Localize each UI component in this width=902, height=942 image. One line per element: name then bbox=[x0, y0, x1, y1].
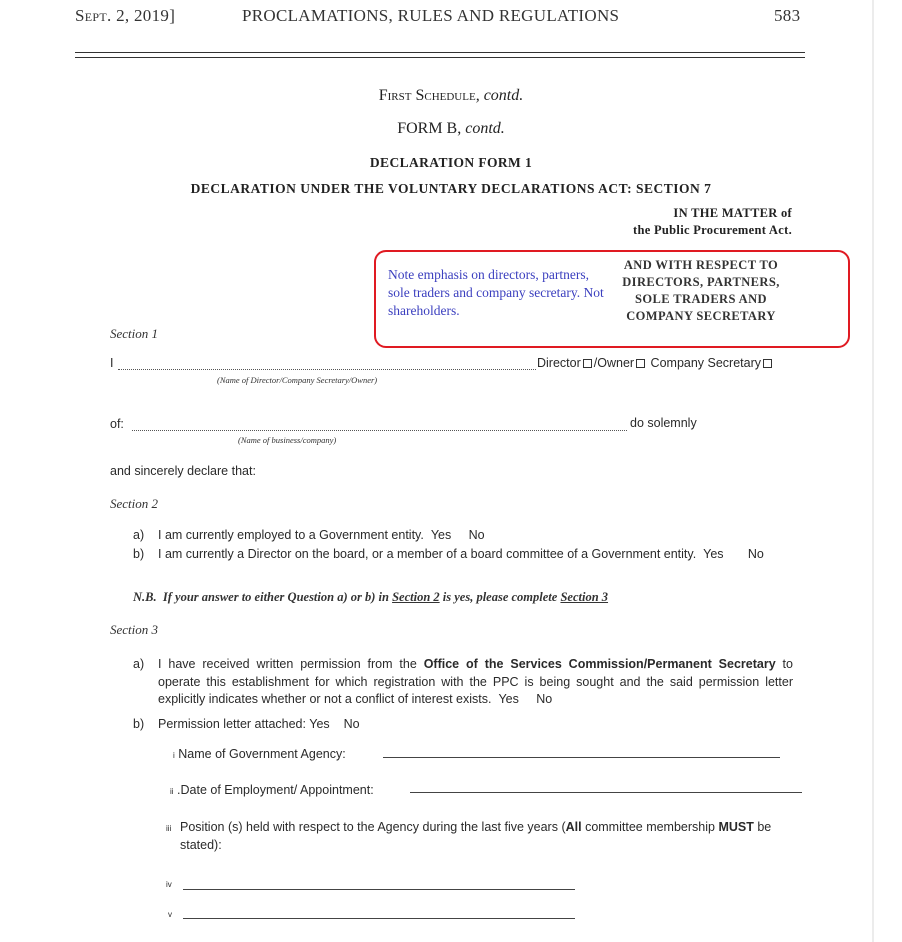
section-2-label: Section 2 bbox=[110, 496, 159, 511]
section-2-item-a-text: I am currently employed to a Government entity. bbox=[158, 528, 424, 542]
position-line-iv[interactable] bbox=[183, 889, 575, 890]
section-3-a-paragraph bbox=[158, 656, 793, 709]
section-1-label: Section 1 bbox=[110, 326, 159, 341]
section-3-label: Section 3 bbox=[110, 622, 159, 637]
section-3-b-yes[interactable]: Yes bbox=[309, 717, 330, 731]
nb-prefix: N.B. bbox=[133, 590, 157, 604]
header-title: PROCLAMATIONS, RULES AND REGULATIONS bbox=[242, 6, 620, 25]
name-dotted-field[interactable] bbox=[118, 369, 536, 370]
schedule-heading bbox=[0, 87, 902, 105]
respect-line-4: COMPANY SECRETARY bbox=[626, 309, 776, 323]
form-contd: contd. bbox=[461, 120, 505, 137]
section-2-item-b-text: I am currently a Director on the board, or a member of a board committee of a Government entity. bbox=[158, 547, 697, 561]
blank-iv-marker: iv bbox=[166, 880, 172, 889]
respect-block bbox=[606, 257, 796, 325]
sub-iii-text-2: committee membership bbox=[581, 820, 719, 834]
section-3-a-text-2: to operate this establishment for which registration with the PPC is being sought and the said permission letter explicitly indicates whether or not a conflict of interest exists. bbox=[158, 657, 793, 706]
section-1-i: I bbox=[110, 356, 114, 370]
header-page-number: 583 bbox=[774, 6, 801, 25]
business-dotted-field[interactable] bbox=[132, 430, 627, 431]
sub-ii-marker: ii bbox=[170, 787, 174, 796]
business-caption: (Name of business/company) bbox=[238, 435, 337, 445]
sub-iii-marker-text: iii bbox=[166, 824, 172, 833]
header-rule-top bbox=[75, 52, 805, 53]
sub-iii-bold-1: All bbox=[565, 820, 582, 834]
owner-checkbox[interactable] bbox=[636, 359, 645, 368]
role-options bbox=[537, 356, 774, 370]
section-3-b bbox=[158, 717, 360, 731]
header-rule-bottom bbox=[75, 57, 805, 58]
nb-link-section-3[interactable]: Section 3 bbox=[560, 590, 609, 604]
blank-v-marker: v bbox=[168, 910, 172, 919]
section-2-item-b bbox=[158, 547, 764, 561]
sub-i-text: Name of Government Agency: bbox=[178, 747, 346, 761]
section-2-item-b-no[interactable]: No bbox=[747, 547, 764, 561]
annotation-note: Note emphasis on directors, partners, sole traders and company secretary. Not shareholders. bbox=[388, 267, 604, 318]
name-caption: (Name of Director/Company Secretary/Owner) bbox=[217, 375, 378, 385]
position-line-v[interactable] bbox=[183, 918, 575, 919]
respect-line-1: AND WITH RESPECT TO bbox=[623, 258, 779, 272]
nb-note bbox=[133, 590, 608, 605]
matter-line-1: IN THE MATTER of bbox=[673, 206, 792, 220]
sub-iii-text-1: Position (s) held with respect to the Agency during the last five years ( bbox=[180, 820, 566, 834]
section-1-of: of: bbox=[110, 417, 124, 431]
sub-iii-marker bbox=[166, 820, 171, 834]
section-3-a-bold: Office of the Services Commission/Permanent Secretary bbox=[423, 657, 776, 671]
agency-name-line[interactable] bbox=[383, 757, 780, 758]
matter-line-2: the Public Procurement Act. bbox=[633, 223, 792, 237]
header-date: Sept. 2, 2019] bbox=[75, 6, 176, 25]
role-owner: /Owner bbox=[593, 356, 635, 370]
company-secretary-checkbox[interactable] bbox=[763, 359, 772, 368]
section-3-a-no[interactable]: No bbox=[536, 692, 553, 706]
form-title: FORM B, bbox=[397, 120, 462, 137]
section-3-b-text: Permission letter attached: bbox=[158, 717, 306, 731]
sub-i-marker: i bbox=[173, 751, 175, 760]
section-2-item-a-no[interactable]: No bbox=[468, 528, 485, 542]
form-heading bbox=[0, 120, 902, 138]
respect-line-3: SOLE TRADERS AND bbox=[635, 292, 767, 306]
sub-ii bbox=[170, 783, 374, 797]
sub-i bbox=[173, 747, 346, 761]
section-3-a-text-1: I have received written permission from the bbox=[158, 657, 424, 671]
declaration-act-title: DECLARATION UNDER THE VOLUNTARY DECLARATIONS ACT: SECTION 7 bbox=[190, 181, 712, 196]
section-3-b-no[interactable]: No bbox=[343, 717, 360, 731]
section-3-a-yes[interactable]: Yes bbox=[498, 692, 519, 706]
role-company-secretary: Company Secretary bbox=[650, 356, 762, 370]
sub-iii-paragraph bbox=[180, 819, 795, 854]
nb-text-1: If your answer to either Question a) or b) in bbox=[162, 590, 393, 604]
declare-text: and sincerely declare that: bbox=[110, 464, 256, 478]
role-director: Director bbox=[537, 356, 581, 370]
section-3-a-marker: a) bbox=[133, 657, 145, 671]
sub-ii-text: .Date of Employment/ Appointment: bbox=[177, 783, 374, 797]
sub-iii-bold-2: MUST bbox=[718, 820, 754, 834]
director-checkbox[interactable] bbox=[583, 359, 592, 368]
nb-link-section-2[interactable]: Section 2 bbox=[392, 590, 440, 604]
declaration-form-title: DECLARATION FORM 1 bbox=[369, 155, 533, 170]
section-2-item-b-yes[interactable]: Yes bbox=[703, 547, 724, 561]
schedule-contd: , contd. bbox=[475, 87, 524, 104]
section-3-b-marker: b) bbox=[133, 717, 145, 731]
schedule-title: First Schedule bbox=[378, 87, 476, 104]
do-solemnly: do solemnly bbox=[630, 416, 697, 430]
section-2-item-a-yes[interactable]: Yes bbox=[430, 528, 452, 542]
respect-line-2: DIRECTORS, PARTNERS, bbox=[622, 275, 780, 289]
section-2-item-a bbox=[158, 528, 485, 542]
sub-iii-text-3: be stated): bbox=[180, 820, 772, 852]
page-edge bbox=[872, 0, 874, 942]
employment-date-line[interactable] bbox=[410, 792, 802, 793]
nb-text-2: is yes, please complete bbox=[439, 590, 561, 604]
section-2-item-b-marker: b) bbox=[133, 547, 145, 561]
section-2-item-a-marker: a) bbox=[133, 528, 145, 542]
